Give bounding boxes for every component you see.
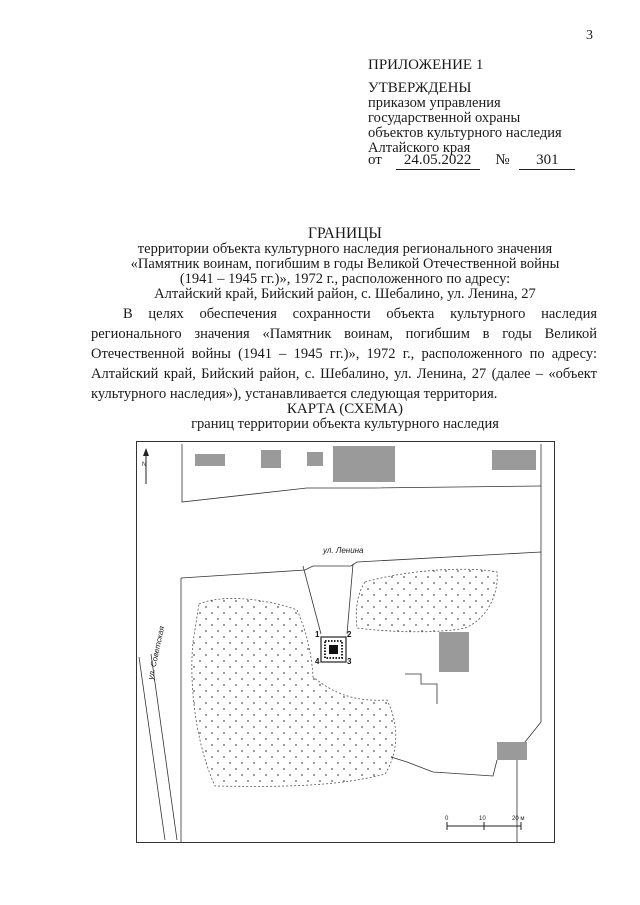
approval-line: приказом управления	[368, 95, 501, 111]
green-area	[356, 569, 497, 632]
boundary-point-1: 1	[315, 630, 320, 639]
site-map	[136, 441, 555, 843]
monument	[329, 645, 338, 654]
building	[497, 742, 527, 760]
order-number: 301	[519, 152, 575, 170]
approval-line: объектов культурного наследия	[368, 125, 562, 141]
path-edge	[347, 564, 353, 634]
order-line	[368, 152, 575, 170]
street-edge	[139, 657, 165, 840]
north-arrow-head	[143, 448, 149, 456]
approval-line: Алтайского края	[368, 140, 471, 156]
document-title	[90, 226, 600, 302]
street-label-lenina: ул. Ленина	[323, 546, 364, 555]
approval-line: государственной охраны	[368, 110, 521, 126]
scale-label-10: 10	[479, 816, 486, 822]
approved-heading: УТВЕРЖДЕНЫ	[368, 80, 472, 96]
building-outline	[405, 674, 437, 704]
map-subtitle: границ территории объекта культурного наследия	[191, 416, 499, 432]
scale-label-0: 0	[445, 816, 449, 822]
title-line: (1941 – 1945 гг.)», 1972 г., расположенного по адресу:	[179, 271, 511, 287]
building	[195, 454, 225, 466]
building-outline	[391, 757, 497, 776]
title-line: Алтайский край, Бийский район, с. Шебалино, ул. Ленина, 27	[154, 286, 536, 302]
title-line: территории объекта культурного наследия регионального значения	[137, 241, 553, 257]
building	[492, 450, 536, 470]
building	[261, 450, 281, 468]
scale-label-20: 20 м	[512, 816, 525, 822]
street-edge	[151, 654, 177, 840]
approval-block	[368, 58, 562, 156]
title-main: ГРАНИЦЫ	[308, 225, 382, 242]
path-edge	[303, 566, 321, 634]
from-label: от	[368, 152, 382, 168]
boundary-point-4: 4	[315, 657, 320, 666]
order-date: 24.05.2022	[396, 152, 480, 170]
number-label: №	[495, 152, 510, 168]
street-label-sovetskaya: ул. Советская	[146, 625, 167, 681]
page-number: 3	[586, 28, 593, 43]
body-paragraph: В целях обеспечения сохранности объекта культурного наследия регионального значения «Памятник воинам, погибшим в годы Великой Отечественной войны (1941 – 1945 гг.)», 1972 г., расположенного по адресу: Алтайский край, Бийский район, с. Шебалино, ул. Ленина, 27 (далее – «объект культурного наследия»), устанавливается следующая территория.	[91, 306, 597, 402]
north-label: N	[142, 462, 147, 468]
boundary-point-3: 3	[347, 657, 352, 666]
map-title: КАРТА (СХЕМА)	[286, 401, 404, 417]
boundary-point-2: 2	[347, 630, 352, 639]
map-drawing	[137, 442, 554, 842]
building	[439, 632, 469, 672]
building	[307, 452, 323, 466]
building	[333, 446, 395, 482]
title-line: «Памятник воинам, погибшим в годы Великой Отечественной войны	[130, 256, 560, 272]
body-text	[91, 304, 597, 404]
appendix-heading: ПРИЛОЖЕНИЕ 1	[368, 57, 484, 73]
map-title-block	[90, 402, 600, 432]
